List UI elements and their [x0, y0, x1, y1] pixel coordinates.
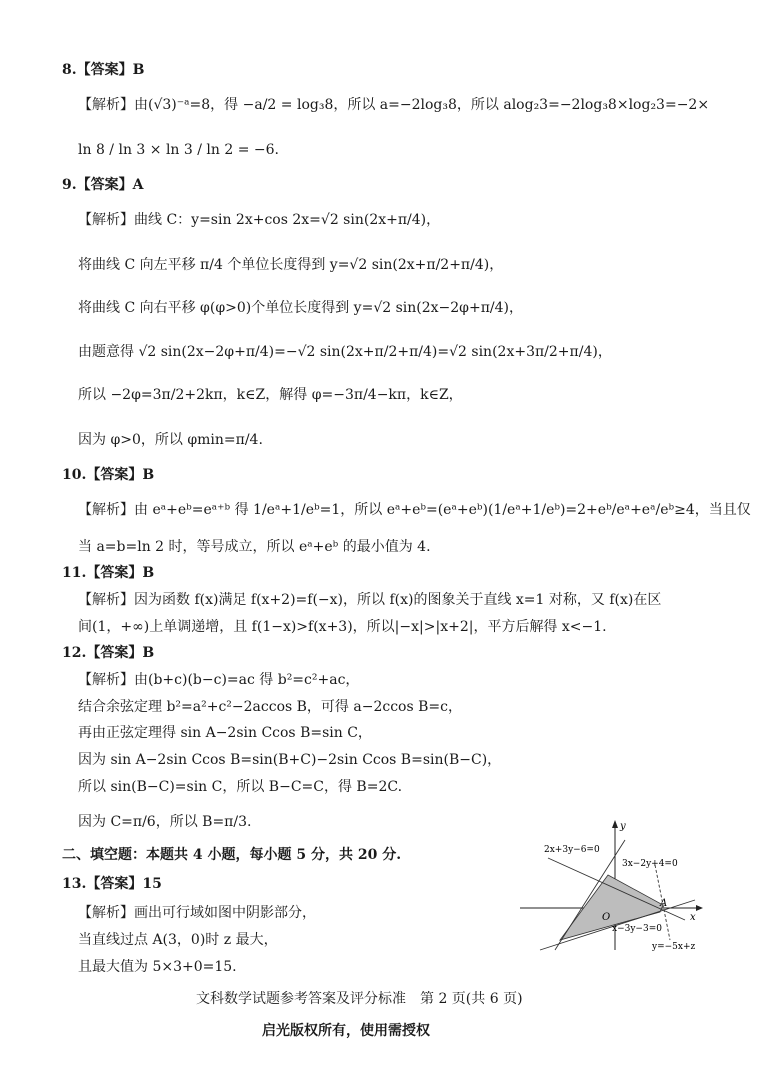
line2-label: 3x−2y+4=0	[622, 859, 678, 869]
x-axis-label: x	[690, 912, 696, 923]
point-a-label: A	[660, 898, 668, 909]
text-line-q9d: 将曲线 C 向右平移 φ(φ>0)个单位长度得到 y=√2 sin(2x−2φ+π/4)，	[78, 300, 523, 316]
text-line-q12d: 再由正弦定理得 sin A−2sin Ccos B=sin C，	[78, 725, 372, 741]
text-line-q11b: 【解析】因为函数 f(x)满足 f(x+2)=f(−x)，所以 f(x)的图象关于直线 x=1 对称，又 f(x)在区	[78, 592, 662, 608]
text-line-q12a: 12.【答案】B	[62, 645, 155, 661]
text-line-q12f: 所以 sin(B−C)=sin C，所以 B−C=C，得 B=2C.	[78, 779, 403, 795]
text-line-q10b: 【解析】由 eᵃ+eᵇ=eᵃ⁺ᵇ 得 1/eᵃ+1/eᵇ=1，所以 eᵃ+eᵇ=(eᵃ+eᵇ)(1/eᵃ+1/eᵇ)=2+eᵇ/eᵃ+eᵃ/eᵇ≥4，当且仅	[78, 502, 751, 518]
text-line-q11a: 11.【答案】B	[62, 565, 155, 581]
text-line-q9c: 将曲线 C 向左平移 π/4 个单位长度得到 y=√2 sin(2x+π/2+π/4)，	[78, 257, 504, 273]
text-line-q13c: 当直线过点 A(3，0)时 z 最大，	[78, 932, 278, 948]
text-line-q9a: 9.【答案】A	[62, 177, 144, 193]
x-axis-arrow	[696, 905, 703, 911]
footer-page-info: 文科数学试题参考答案及评分标准 第 2 页(共 6 页)	[196, 991, 523, 1007]
text-line-q12g: 因为 C=π/6，所以 B=π/3.	[78, 814, 252, 830]
line3-label: x−3y−3=0	[612, 924, 662, 934]
text-line-q8a: 8.【答案】B	[62, 62, 145, 78]
line4-label: y=−5x+z	[652, 942, 696, 952]
text-line-q9g: 因为 φ>0，所以 φmin=π/4.	[78, 432, 263, 448]
text-line-q9b: 【解析】曲线 C：y=sin 2x+cos 2x=√2 sin(2x+π/4)，	[78, 212, 441, 228]
y-axis-label: y	[620, 821, 626, 832]
text-line-q12c: 结合余弦定理 b²=a²+c²−2accos B，可得 a−2ccos B=c，	[78, 699, 462, 715]
text-line-q13a: 13.【答案】15	[62, 876, 162, 892]
origin-label: O	[602, 912, 611, 923]
text-line-q10a: 10.【答案】B	[62, 467, 155, 483]
text-line-q13b: 【解析】画出可行域如图中阴影部分，	[78, 905, 316, 921]
text-line-q9f: 所以 −2φ=3π/2+2kπ，k∈Z，解得 φ=−3π/4−kπ，k∈Z，	[78, 387, 463, 403]
text-line-q12e: 因为 sin A−2sin Ccos B=sin(B+C)−2sin Ccos B=sin(B−C)，	[78, 752, 502, 768]
text-line-q12b: 【解析】由(b+c)(b−c)=ac 得 b²=c²+ac，	[78, 672, 360, 688]
text-line-q10c: 当 a=b=ln 2 时，等号成立，所以 eᵃ+eᵇ 的最小值为 4.	[78, 539, 431, 555]
text-line-sec2: 二、填空题：本题共 4 小题，每小题 5 分，共 20 分.	[62, 847, 402, 863]
text-line-q9e: 由题意得 √2 sin(2x−2φ+π/4)=−√2 sin(2x+π/2+π/4)=√2 sin(2x+3π/2+π/4)，	[78, 344, 612, 360]
text-line-q11c: 间(1，+∞)上单调递增，且 f(1−x)>f(x+3)，所以|−x|>|x+2|，平方后解得 x<−1.	[78, 619, 607, 635]
line1-label: 2x+3y−6=0	[544, 845, 600, 855]
footer-copyright: 启光版权所有，使用需授权	[262, 1023, 430, 1039]
y-axis-arrow	[612, 820, 618, 828]
text-line-q8b: 【解析】由(√3)⁻ᵃ=8，得 −a/2 = log₃8，所以 a=−2log₃8，所以 alog₂3=−2log₃8×log₂3=−2×	[78, 97, 710, 113]
text-line-q13d: 且最大值为 5×3+0=15.	[78, 959, 237, 975]
feasible-region-graph	[520, 820, 710, 960]
text-line-q8c: ln 8 / ln 3 × ln 3 / ln 2 = −6.	[78, 142, 279, 158]
